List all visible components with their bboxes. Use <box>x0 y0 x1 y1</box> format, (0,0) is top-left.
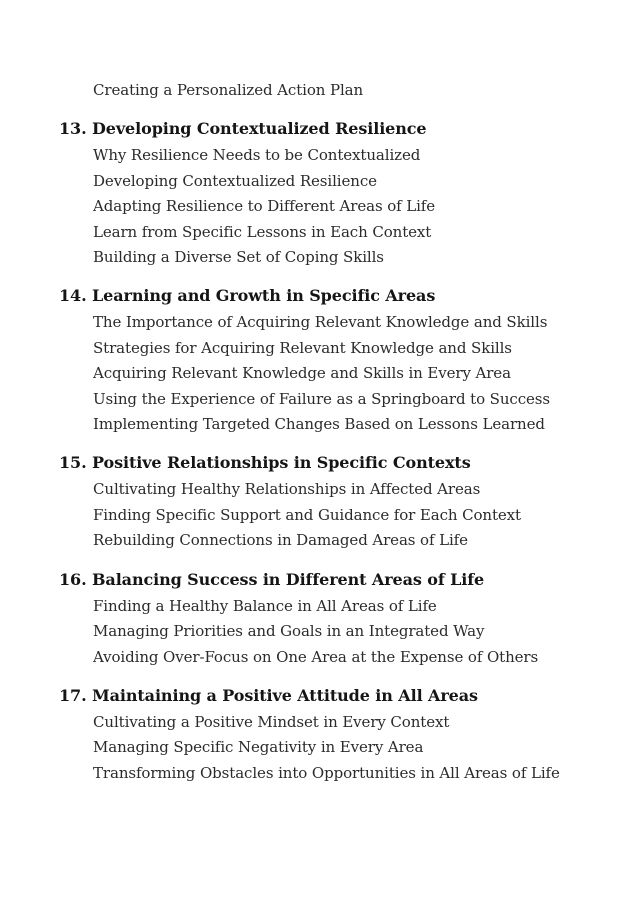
toc-subitem: Strategies for Acquiring Relevant Knowledge and Skills <box>93 338 512 357</box>
toc-subitem: The Importance of Acquiring Relevant Knowledge and Skills <box>93 313 548 332</box>
toc-subitem: Cultivating a Positive Mindset in Every Context <box>93 712 450 731</box>
toc-subitem: Managing Priorities and Goals in an Integrated Way <box>93 622 485 641</box>
toc-subitem: Why Resilience Needs to be Contextualized <box>93 146 421 165</box>
toc-subitem: Managing Specific Negativity in Every Area <box>93 738 424 757</box>
toc-chapter-15 <box>0 450 638 553</box>
toc-subitem: Creating a Personalized Action Plan <box>93 81 364 99</box>
toc-intro-section <box>0 78 638 103</box>
toc-subitem: Finding Specific Support and Guidance for Each Context <box>93 505 521 524</box>
toc-chapter-16 <box>0 567 638 670</box>
toc-subitem: Cultivating Healthy Relationships in Affected Areas <box>93 480 481 499</box>
toc-chapter-14 <box>0 283 638 437</box>
toc-subitem: Avoiding Over-Focus on One Area at the Expense of Others <box>93 647 539 666</box>
toc-chapter-17 <box>0 683 638 786</box>
toc-subitem: Rebuilding Connections in Damaged Areas of Life <box>93 531 468 550</box>
toc-chapter-13 <box>0 116 638 270</box>
toc-subitem: Adapting Resilience to Different Areas of Life <box>93 197 436 216</box>
toc-subitem: Using the Experience of Failure as a Springboard to Success <box>93 389 550 408</box>
chapter-title: 15. Positive Relationships in Specific Contexts <box>59 453 471 473</box>
chapter-title: 17. Maintaining a Positive Attitude in All Areas <box>59 685 478 705</box>
toc-subitem: Acquiring Relevant Knowledge and Skills in Every Area <box>93 364 511 383</box>
chapter-title: 14. Learning and Growth in Specific Areas <box>59 286 436 306</box>
toc-subitem: Learn from Specific Lessons in Each Context <box>93 222 432 241</box>
toc-subitem: Developing Contextualized Resilience <box>93 171 377 190</box>
toc-subitem: Building a Diverse Set of Coping Skills <box>93 248 384 267</box>
chapter-title: 16. Balancing Success in Different Areas of Life <box>59 569 485 589</box>
chapter-title: 13. Developing Contextualized Resilience <box>59 119 427 139</box>
toc-subitem: Finding a Healthy Balance in All Areas of Life <box>93 596 437 615</box>
toc-subitem: Implementing Targeted Changes Based on Lessons Learned <box>93 415 545 434</box>
toc-subitem: Transforming Obstacles into Opportunities in All Areas of Life <box>93 763 560 782</box>
